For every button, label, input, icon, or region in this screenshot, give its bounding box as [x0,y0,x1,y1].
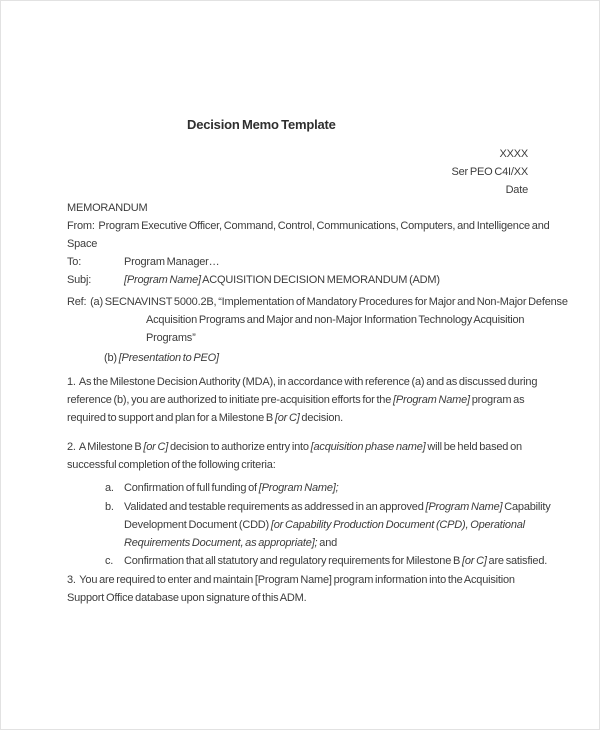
memorandum-heading: MEMORANDUM [67,202,148,214]
text-run: a. [105,482,114,494]
text-run: c. [105,555,114,567]
text-run: 1. As the Milestone Decision Authority (MDA), in accordance with reference (a) and as discussed during [67,376,538,388]
text-run: [or Capability Production Document (CPD), Operational [270,519,525,531]
text-run: Requirements Document, as appropriate]; [124,537,318,549]
text-run: [Program Name] [124,274,201,286]
text-run: 2. A Milestone B [67,441,144,453]
text-run: Space [67,238,98,250]
text-line [67,589,552,607]
text-run: Confirmation that all statutory and regulatory requirements for Milestone B [124,555,462,567]
text-run: b. [105,501,114,513]
text-line [67,516,552,534]
text-run: Subj: [67,274,92,286]
text-line [67,293,568,311]
text-run: program as [469,394,525,406]
text-run: (b) [104,352,119,364]
paragraph-2 [67,438,552,474]
text-run: Validated and testable requirements as addressed in an approved [124,501,426,513]
text-line [67,329,552,347]
text-run: Capability [502,501,551,513]
list-item-c [67,552,552,570]
text-run: reference (b), you are authorized to initiate pre-acquisition efforts for the [67,394,393,406]
header-id-code: XXXX [499,148,528,160]
text-line [67,438,552,456]
text-run: [Presentation to PEO] [118,352,219,364]
text-line [67,311,552,329]
text-line [67,271,552,289]
text-line [67,409,552,427]
text-run: ACQUISITION DECISION MEMORANDUM (ADM) [200,274,440,286]
text-line [67,235,552,253]
document-title: Decision Memo Template [187,117,336,132]
list-item-a [67,479,552,497]
paragraph-3 [67,571,552,607]
header-id-block [67,145,552,199]
text-run: [Program Name] [425,501,503,513]
text-run: Development Document (CDD) [124,519,271,531]
text-run: [or C] [143,441,169,453]
list-item-b [67,498,552,552]
text-line [67,534,552,552]
paragraph-1 [67,373,552,427]
text-run: 3. You are required to enter and maintain [Program Name] program information into the Acquisition [67,574,515,586]
reference-a [67,293,568,347]
text-line [67,498,552,516]
text-run: Support Office database upon signature of this ADM. [67,592,307,604]
header-date: Date [505,184,528,196]
text-run: [or C] [274,412,300,424]
text-run: and [317,537,338,549]
text-run: To: [67,256,82,268]
text-run: [Program Name]; [258,482,339,494]
text-line [67,479,552,497]
text-run: Confirmation of full funding of [124,482,259,494]
to-field [67,253,552,271]
text-run: decision. [299,412,344,424]
text-line [67,373,552,391]
header-serial: Ser PEO C4I/XX [451,166,528,178]
text-line [67,571,552,589]
text-run: [Program Name] [393,394,470,406]
text-line [67,391,552,409]
text-run: required to support and plan for a Milestone B [67,412,275,424]
text-run: are satisfied. [486,555,548,567]
text-run: will be held based on [425,441,522,453]
text-run: Program Manager… [124,256,220,268]
subject-field [67,271,552,289]
text-line [67,456,552,474]
from-field [67,217,552,253]
text-run: From: Program Executive Officer, Command, Control, Communications, Computers, and Intelligence and [67,220,550,232]
text-run: Acquisition Programs and Major and non-Major Information Technology Acquisition [146,314,525,326]
text-line [67,349,552,367]
reference-b [67,349,552,367]
text-run: [or C] [461,555,487,567]
text-run: successful completion of the following criteria: [67,459,276,471]
text-line [67,253,552,271]
text-run: decision to authorize entry into [168,441,311,453]
text-run: [acquisition phase name] [310,441,426,453]
text-run: Programs” [146,332,196,344]
text-line [67,552,552,570]
text-line [67,217,552,235]
text-run: Ref: (a) SECNAVINST 5000.2B, “Implementation of Mandatory Procedures for Major and Non-Major Defense [67,296,568,308]
